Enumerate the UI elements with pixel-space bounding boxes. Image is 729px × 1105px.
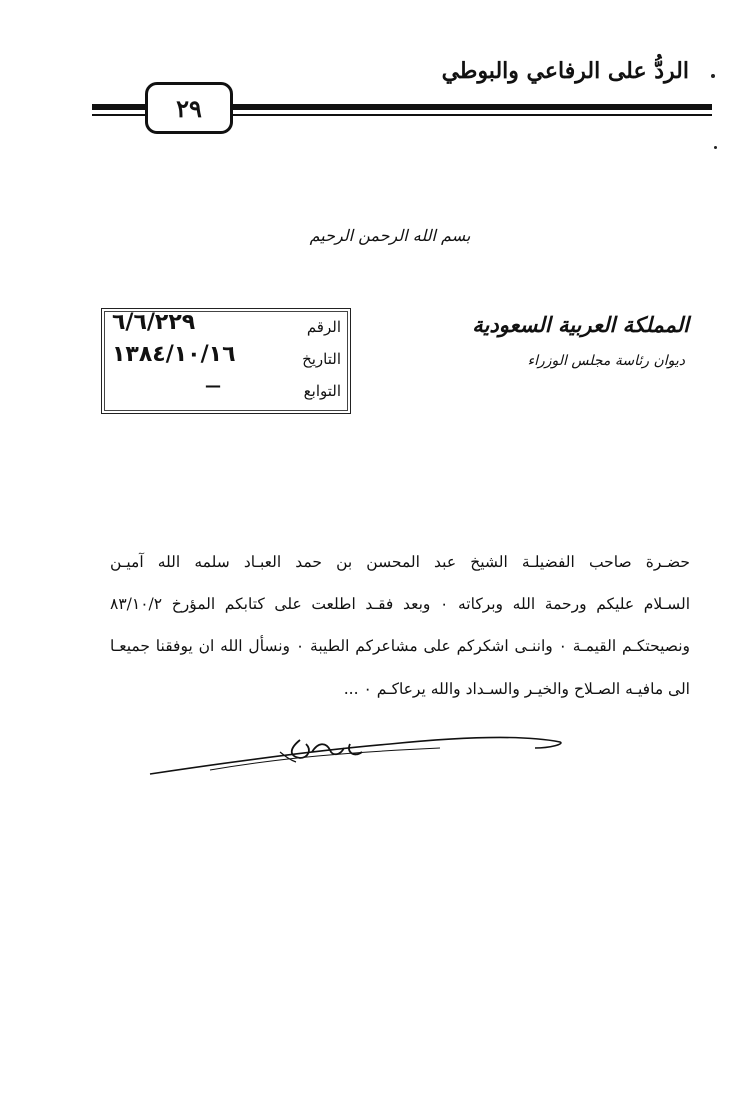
letterhead-kingdom: المملكة العربية السعودية: [472, 312, 689, 337]
reference-attachments-value: —: [205, 376, 223, 395]
reference-date-label: التاريخ: [302, 350, 341, 368]
letter-line-salutation: حضـرة صاحب الفضيلـة الشيخ عبد المحسن بن حمد العبـاد سلمه الله آميـن: [110, 553, 690, 571]
running-header-title: الردُّ على الرفاعي والبوطي: [441, 58, 689, 84]
letter-line-closing: الى مافيـه الصـلاح والخيـر والسـداد والله يرعاكـم ٠ ...: [343, 680, 690, 698]
letter-line-2: السـلام عليكم ورحمة الله وبركاته ٠ وبعد فقـد اطلعت على كتابكم المؤرخ ٨٣/١٠/٢: [110, 595, 691, 613]
page-number: ٢٩: [145, 82, 233, 134]
letter-line-3: ونصيحتكـم القيمـة ٠ واننـى اشكركم على مشاعركم الطيبة ٠ ونسأل الله ان يوفقنا جميعـا: [110, 637, 690, 655]
reference-number-value: ٦/٦/٢٢٩: [112, 310, 196, 335]
letterhead-office: ديوان رئاسة مجلس الوزراء: [527, 353, 685, 369]
reference-attachments-label: التوابع: [303, 382, 341, 400]
scan-speck: [711, 74, 715, 78]
reference-date-value: ١٣٨٤/١٠/١٦: [112, 342, 236, 367]
scan-speck: [714, 146, 717, 149]
signature-image: [140, 722, 570, 782]
reference-number-label: الرقم: [306, 318, 341, 336]
basmala: بسم الله الرحمن الرحيم: [309, 226, 471, 245]
